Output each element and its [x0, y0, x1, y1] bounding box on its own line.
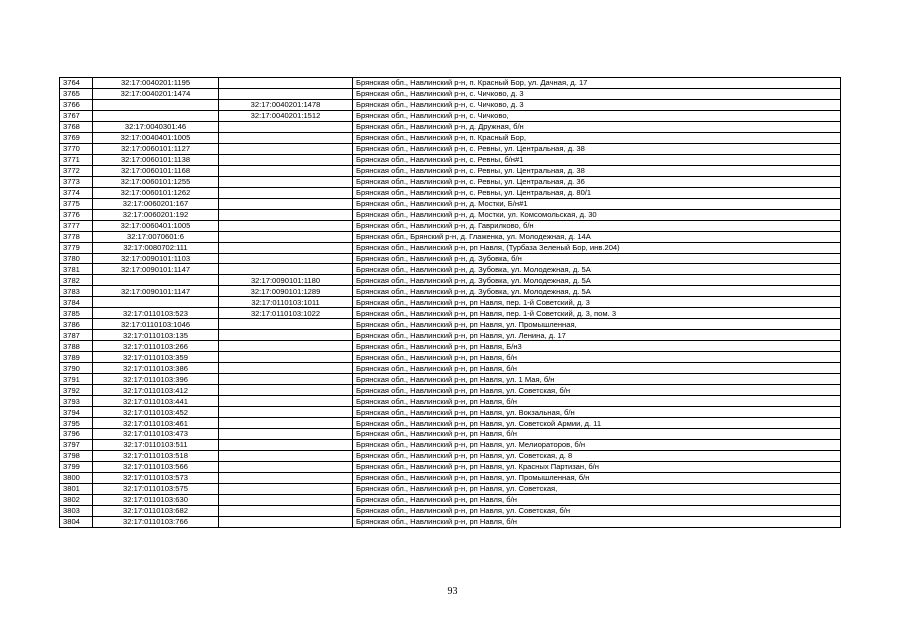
table-row: [60, 220, 841, 231]
row-number-cell: 3800: [60, 472, 93, 483]
cadastral-number-cell: 32:17:0110103:135: [93, 330, 219, 341]
row-number-cell: 3804: [60, 516, 93, 527]
table-row: [60, 450, 841, 461]
address-cell: Брянская обл., Навлинский р-н, д. Мостки, Б/н#1: [353, 198, 841, 209]
address-cell: Брянская обл., Навлинский р-н, д. Дружная, б/н: [353, 121, 841, 132]
address-cell: Брянская обл., Навлинский р-н, рп Навля, Б/н3: [353, 341, 841, 352]
cadastral-number-cell: 32:17:0110103:266: [93, 341, 219, 352]
address-cell: Брянская обл., Навлинский р-н, рп Навля, ул. Промышленная, б/н: [353, 472, 841, 483]
page-number: 93: [447, 586, 458, 597]
address-cell: Брянская обл., Навлинский р-н, д. Зубовка, ул. Молодежная, д. 5А: [353, 264, 841, 275]
address-cell: Брянская обл., Навлинский р-н, д. Гаврилково, б/н: [353, 220, 841, 231]
table-row: [60, 429, 841, 440]
table-row: [60, 154, 841, 165]
row-number-cell: 3775: [60, 198, 93, 209]
address-cell: Брянская обл., Навлинский р-н, д. Зубовка, б/н: [353, 253, 841, 264]
table-row: [60, 231, 841, 242]
related-cadastral-number-cell: [219, 472, 353, 483]
related-cadastral-number-cell: [219, 483, 353, 494]
row-number-cell: 3769: [60, 132, 93, 143]
related-cadastral-number-cell: [219, 78, 353, 89]
row-number-cell: 3795: [60, 418, 93, 429]
row-number-cell: 3770: [60, 143, 93, 154]
row-number-cell: 3796: [60, 429, 93, 440]
related-cadastral-number-cell: [219, 209, 353, 220]
table-row: [60, 319, 841, 330]
related-cadastral-number-cell: [219, 450, 353, 461]
address-cell: Брянская обл., Навлинский р-н, с. Чичково,: [353, 110, 841, 121]
cadastral-number-cell: 32:17:0040401:1005: [93, 132, 219, 143]
table-row: [60, 143, 841, 154]
address-cell: Брянская обл., Навлинский р-н, с. Ревны, б/н#1: [353, 154, 841, 165]
address-cell: Брянская обл., Навлинский р-н, рп Навля, б/н: [353, 494, 841, 505]
related-cadastral-number-cell: 32:17:0040201:1478: [219, 99, 353, 110]
address-cell: Брянская обл., Навлинский р-н, с. Чичково, д. 3: [353, 88, 841, 99]
cadastral-number-cell: 32:17:0110103:573: [93, 472, 219, 483]
cadastral-number-cell: 32:17:0060101:1127: [93, 143, 219, 154]
cadastral-number-cell: 32:17:0060101:1255: [93, 176, 219, 187]
cadastral-number-cell: 32:17:0040201:1474: [93, 88, 219, 99]
row-number-cell: 3786: [60, 319, 93, 330]
related-cadastral-number-cell: [219, 264, 353, 275]
cadastral-number-cell: 32:17:0060401:1005: [93, 220, 219, 231]
table-row: [60, 418, 841, 429]
cadastral-number-cell: 32:17:0060101:1138: [93, 154, 219, 165]
row-number-cell: 3777: [60, 220, 93, 231]
row-number-cell: 3766: [60, 99, 93, 110]
row-number-cell: 3803: [60, 505, 93, 516]
related-cadastral-number-cell: [219, 176, 353, 187]
cadastral-number-cell: 32:17:0080702:111: [93, 242, 219, 253]
table-row: [60, 472, 841, 483]
row-number-cell: 3789: [60, 352, 93, 363]
address-cell: Брянская обл., Навлинский р-н, рп Навля, ул. Советская, б/н: [353, 505, 841, 516]
address-cell: Брянская обл., Навлинский р-н, п. Красный Бор, ул. Дачная, д. 17: [353, 78, 841, 89]
address-cell: Брянская обл., Навлинский р-н, с. Ревны, ул. Центральная, д. 36: [353, 176, 841, 187]
related-cadastral-number-cell: [219, 396, 353, 407]
cadastral-number-cell: 32:17:0090101:1147: [93, 264, 219, 275]
table-row: [60, 99, 841, 110]
cadastral-number-cell: 32:17:0110103:412: [93, 385, 219, 396]
related-cadastral-number-cell: [219, 231, 353, 242]
cadastral-number-cell: [93, 275, 219, 286]
address-cell: Брянская обл., Навлинский р-н, рп Навля, б/н: [353, 516, 841, 527]
row-number-cell: 3787: [60, 330, 93, 341]
row-number-cell: 3774: [60, 187, 93, 198]
cadastral-number-cell: 32:17:0060201:192: [93, 209, 219, 220]
related-cadastral-number-cell: [219, 385, 353, 396]
row-number-cell: 3790: [60, 363, 93, 374]
address-cell: Брянская обл., Навлинский р-н, рп Навля, ул. Ленина, д. 17: [353, 330, 841, 341]
cadastral-number-cell: 32:17:0040201:1195: [93, 78, 219, 89]
related-cadastral-number-cell: [219, 429, 353, 440]
table-row: [60, 330, 841, 341]
cadastral-number-cell: 32:17:0110103:452: [93, 407, 219, 418]
related-cadastral-number-cell: [219, 505, 353, 516]
related-cadastral-number-cell: [219, 341, 353, 352]
row-number-cell: 3771: [60, 154, 93, 165]
cadastral-number-cell: 32:17:0060101:1168: [93, 165, 219, 176]
cadastral-number-cell: 32:17:0110103:359: [93, 352, 219, 363]
cadastral-number-cell: [93, 110, 219, 121]
related-cadastral-number-cell: 32:17:0090101:1180: [219, 275, 353, 286]
table-row: [60, 407, 841, 418]
address-cell: Брянская обл., Навлинский р-н, с. Ревны, ул. Центральная, д. 38: [353, 143, 841, 154]
related-cadastral-number-cell: [219, 132, 353, 143]
cadastral-number-cell: 32:17:0110103:523: [93, 308, 219, 319]
table-row: [60, 374, 841, 385]
row-number-cell: 3798: [60, 450, 93, 461]
table-row: [60, 88, 841, 99]
table-row: [60, 297, 841, 308]
address-cell: Брянская обл., Навлинский р-н, д. Мостки, ул. Комсомольская, д. 30: [353, 209, 841, 220]
table-row: [60, 242, 841, 253]
address-cell: Брянская обл., Навлинский р-н, рп Навля, пер. 1-й Советский, д. 3, пом. 3: [353, 308, 841, 319]
row-number-cell: 3780: [60, 253, 93, 264]
table-row: [60, 209, 841, 220]
address-cell: Брянская обл., Навлинский р-н, рп Навля, ул. Промышленная,: [353, 319, 841, 330]
related-cadastral-number-cell: [219, 461, 353, 472]
related-cadastral-number-cell: 32:17:0090101:1289: [219, 286, 353, 297]
table-row: [60, 363, 841, 374]
row-number-cell: 3781: [60, 264, 93, 275]
address-cell: Брянская обл., Навлинский р-н, д. Зубовка, ул. Молодежная, д. 5А: [353, 275, 841, 286]
address-cell: Брянская обл., Навлинский р-н, рп Навля, ул. 1 Мая, б/н: [353, 374, 841, 385]
cadastral-number-cell: [93, 99, 219, 110]
row-number-cell: 3799: [60, 461, 93, 472]
address-cell: Брянская обл., Навлинский р-н, рп Навля, б/н: [353, 396, 841, 407]
cadastral-number-cell: 32:17:0060101:1262: [93, 187, 219, 198]
table-row: [60, 264, 841, 275]
row-number-cell: 3772: [60, 165, 93, 176]
table-row: [60, 286, 841, 297]
row-number-cell: 3791: [60, 374, 93, 385]
cadastral-number-cell: 32:17:0110103:386: [93, 363, 219, 374]
cadastral-number-cell: 32:17:0110103:682: [93, 505, 219, 516]
cadastral-number-cell: 32:17:0110103:441: [93, 396, 219, 407]
address-cell: Брянская обл., Навлинский р-н, рп Навля, (Турбаза Зеленый Бор, инв.204): [353, 242, 841, 253]
row-number-cell: 3764: [60, 78, 93, 89]
table-row: [60, 461, 841, 472]
table-row: [60, 396, 841, 407]
table-body: [60, 78, 841, 528]
related-cadastral-number-cell: [219, 407, 353, 418]
cadastral-number-cell: 32:17:0040301:46: [93, 121, 219, 132]
related-cadastral-number-cell: [219, 253, 353, 264]
related-cadastral-number-cell: [219, 242, 353, 253]
related-cadastral-number-cell: [219, 439, 353, 450]
address-cell: Брянская обл., Навлинский р-н, рп Навля, ул. Советской Армии, д. 11: [353, 418, 841, 429]
table-row: [60, 165, 841, 176]
related-cadastral-number-cell: [219, 319, 353, 330]
table-row: [60, 385, 841, 396]
table-row: [60, 110, 841, 121]
related-cadastral-number-cell: 32:17:0110103:1011: [219, 297, 353, 308]
address-cell: Брянская обл., Навлинский р-н, рп Навля, ул. Советская, б/н: [353, 385, 841, 396]
address-cell: Брянская обл., Навлинский р-н, рп Навля, ул. Советская,: [353, 483, 841, 494]
address-cell: Брянская обл., Навлинский р-н, с. Ревны, ул. Центральная, д. 80/1: [353, 187, 841, 198]
address-cell: Брянская обл., Навлинский р-н, рп Навля, б/н: [353, 363, 841, 374]
table-row: [60, 483, 841, 494]
row-number-cell: 3792: [60, 385, 93, 396]
table-row: [60, 516, 841, 527]
table-row: [60, 308, 841, 319]
address-cell: Брянская обл., Брянский р-н, д. Глаженка, ул. Молодежная, д. 14А: [353, 231, 841, 242]
row-number-cell: 3778: [60, 231, 93, 242]
row-number-cell: 3776: [60, 209, 93, 220]
table-row: [60, 121, 841, 132]
row-number-cell: 3782: [60, 275, 93, 286]
address-cell: Брянская обл., Навлинский р-н, п. Красный Бор,: [353, 132, 841, 143]
related-cadastral-number-cell: [219, 88, 353, 99]
row-number-cell: 3779: [60, 242, 93, 253]
related-cadastral-number-cell: [219, 418, 353, 429]
table-row: [60, 494, 841, 505]
address-cell: Брянская обл., Навлинский р-н, рп Навля, ул. Вокзальная, б/н: [353, 407, 841, 418]
row-number-cell: 3768: [60, 121, 93, 132]
related-cadastral-number-cell: [219, 165, 353, 176]
table-row: [60, 275, 841, 286]
address-cell: Брянская обл., Навлинский р-н, рп Навля, б/н: [353, 429, 841, 440]
row-number-cell: 3788: [60, 341, 93, 352]
table-row: [60, 176, 841, 187]
table-row: [60, 439, 841, 450]
cadastral-number-cell: [93, 297, 219, 308]
related-cadastral-number-cell: [219, 187, 353, 198]
cadastral-number-cell: 32:17:0110103:396: [93, 374, 219, 385]
related-cadastral-number-cell: 32:17:0040201:1512: [219, 110, 353, 121]
related-cadastral-number-cell: [219, 143, 353, 154]
cadastral-number-cell: 32:17:0110103:518: [93, 450, 219, 461]
address-cell: Брянская обл., Навлинский р-н, рп Навля, ул. Красных Партизан, б/н: [353, 461, 841, 472]
related-cadastral-number-cell: [219, 198, 353, 209]
row-number-cell: 3793: [60, 396, 93, 407]
address-cell: Брянская обл., Навлинский р-н, рп Навля, б/н: [353, 352, 841, 363]
row-number-cell: 3765: [60, 88, 93, 99]
cadastral-number-cell: 32:17:0110103:511: [93, 439, 219, 450]
row-number-cell: 3785: [60, 308, 93, 319]
cadastral-number-cell: 32:17:0060201:167: [93, 198, 219, 209]
row-number-cell: 3784: [60, 297, 93, 308]
related-cadastral-number-cell: [219, 330, 353, 341]
cadastral-number-cell: 32:17:0110103:630: [93, 494, 219, 505]
cadastral-number-cell: 32:17:0090101:1147: [93, 286, 219, 297]
table-row: [60, 132, 841, 143]
table-row: [60, 253, 841, 264]
table-row: [60, 505, 841, 516]
row-number-cell: 3773: [60, 176, 93, 187]
address-cell: Брянская обл., Навлинский р-н, с. Ревны, ул. Центральная, д. 38: [353, 165, 841, 176]
related-cadastral-number-cell: 32:17:0110103:1022: [219, 308, 353, 319]
cadastral-number-cell: 32:17:0090101:1103: [93, 253, 219, 264]
table-row: [60, 198, 841, 209]
table-row: [60, 187, 841, 198]
row-number-cell: 3767: [60, 110, 93, 121]
table-row: [60, 352, 841, 363]
related-cadastral-number-cell: [219, 363, 353, 374]
address-cell: Брянская обл., Навлинский р-н, рп Навля, ул. Советская, д. 8: [353, 450, 841, 461]
property-registry-table: [59, 77, 841, 528]
row-number-cell: 3794: [60, 407, 93, 418]
related-cadastral-number-cell: [219, 516, 353, 527]
table-row: [60, 341, 841, 352]
related-cadastral-number-cell: [219, 154, 353, 165]
related-cadastral-number-cell: [219, 494, 353, 505]
cadastral-number-cell: 32:17:0110103:473: [93, 429, 219, 440]
address-cell: Брянская обл., Навлинский р-н, рп Навля, ул. Мелиораторов, б/н: [353, 439, 841, 450]
table-row: [60, 78, 841, 89]
cadastral-number-cell: 32:17:0110103:766: [93, 516, 219, 527]
address-cell: Брянская обл., Навлинский р-н, с. Чичково, д. 3: [353, 99, 841, 110]
cadastral-number-cell: 32:17:0070601:6: [93, 231, 219, 242]
cadastral-number-cell: 32:17:0110103:566: [93, 461, 219, 472]
related-cadastral-number-cell: [219, 220, 353, 231]
row-number-cell: 3802: [60, 494, 93, 505]
row-number-cell: 3797: [60, 439, 93, 450]
address-cell: Брянская обл., Навлинский р-н, рп Навля, пер. 1-й Советский, д. 3: [353, 297, 841, 308]
row-number-cell: 3783: [60, 286, 93, 297]
cadastral-number-cell: 32:17:0110103:575: [93, 483, 219, 494]
address-cell: Брянская обл., Навлинский р-н, д. Зубовка, ул. Молодежная, д. 5А: [353, 286, 841, 297]
row-number-cell: 3801: [60, 483, 93, 494]
related-cadastral-number-cell: [219, 352, 353, 363]
cadastral-number-cell: 32:17:0110103:461: [93, 418, 219, 429]
related-cadastral-number-cell: [219, 121, 353, 132]
cadastral-number-cell: 32:17:0110103:1046: [93, 319, 219, 330]
related-cadastral-number-cell: [219, 374, 353, 385]
